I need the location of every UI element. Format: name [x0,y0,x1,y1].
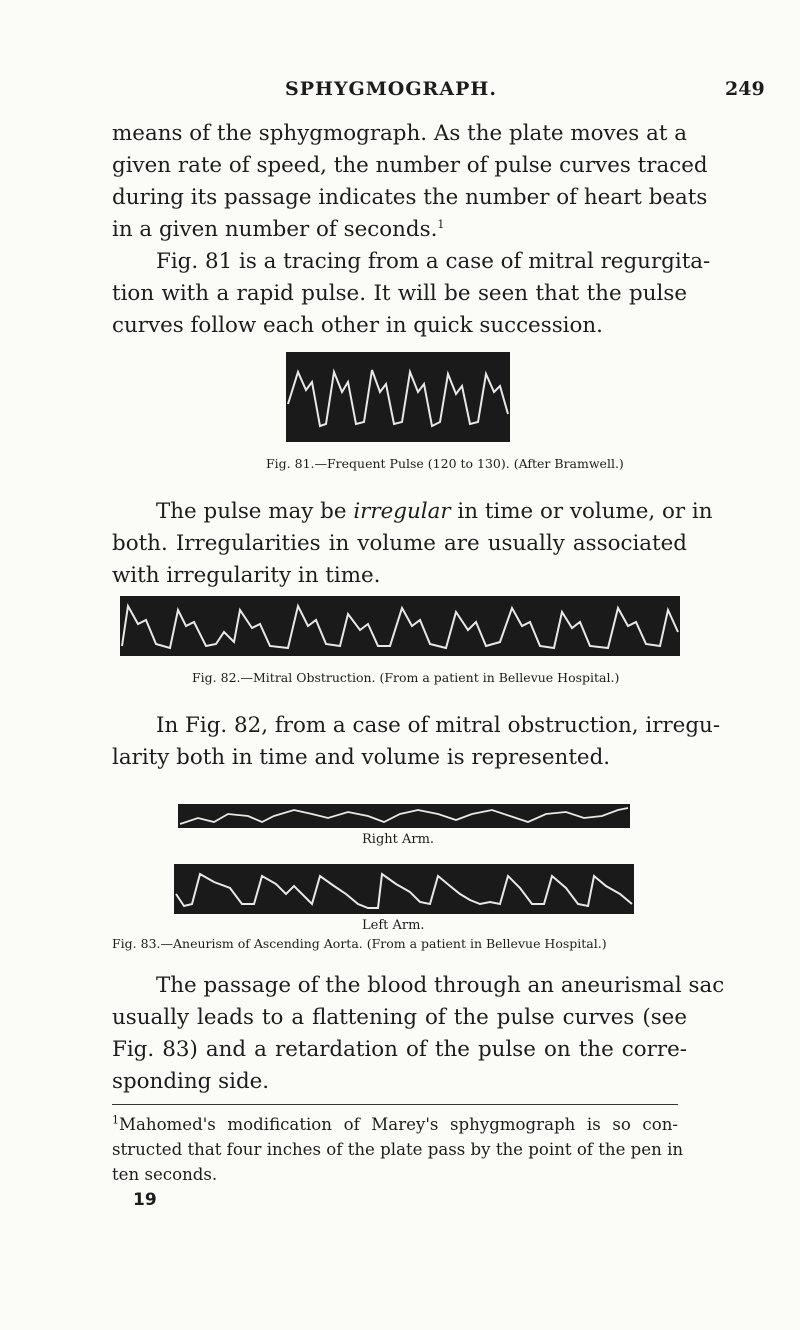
right-arm-label: Right Arm. [362,832,435,847]
signature-folio: 19 [133,1190,157,1210]
text-line: larity both in time and volume is represented. [112,745,611,770]
text-line: during its passage indicates the number of heart beats [112,185,708,210]
footnote-line: structed that four inches of the plate pass by the point of the pen in [112,1140,684,1159]
figure-81-caption: Fig. 81.—Frequent Pulse (120 to 130). (After Bramwell.) [266,456,624,471]
figure-82-tracing [120,596,680,656]
footnote-marker: 1 [112,1113,119,1127]
figure-83-caption: Fig. 83.—Aneurism of Ascending Aorta. (From a patient in Bellevue Hospital.) [112,936,607,951]
text-line: curves follow each other in quick succession. [112,313,603,338]
text-line: The pulse may be irregular in time or volume, or in [156,499,713,524]
pulse-tracing-irregular [120,596,680,656]
text-line: with irregularity in time. [112,563,381,588]
paragraph-2 [112,246,711,342]
pulse-tracing-right-arm [178,804,630,828]
page-header [0,78,800,108]
paragraph-5-continued [112,1002,687,1098]
text-line: Fig. 81 is a tracing from a case of mitral regurgita- [156,249,711,274]
figure-81-tracing [286,352,510,442]
text-line: in a given number of seconds.$^1$ [112,217,445,242]
paragraph-1 [112,118,708,246]
page-number: 249 [725,78,765,100]
text-line: usually leads to a flattening of the pulse curves (see [112,1005,687,1030]
pulse-tracing-frequent [286,352,510,442]
footnote-line: ten seconds. [112,1165,218,1184]
pulse-tracing-left-arm [174,864,634,914]
text-line: given rate of speed, the number of pulse curves traced [112,153,708,178]
footnote [112,1112,684,1187]
footnote-ref[interactable]: 1 [437,217,445,231]
text-line: tion with a rapid pulse. It will be seen that the pulse [112,281,687,306]
emphasis-irregular: irregular [353,499,451,524]
figure-83-right-arm-tracing [178,804,630,828]
paragraph-4 [112,710,721,774]
footnote-line: $^1$Mahomed's modification of Marey's sphygmograph is so con- [112,1113,678,1134]
left-arm-label: Left Arm. [362,918,425,933]
text-line: Fig. 83) and a retardation of the pulse on the corre- [112,1037,687,1062]
text-line: The passage of the blood through an aneurismal sac [156,973,725,998]
text-line: sponding side. [112,1069,270,1094]
text-line: both. Irregularities in volume are usually associated [112,531,687,556]
paragraph-5 [112,970,725,1002]
text-line: means of the sphygmograph. As the plate moves at a [112,121,687,146]
paragraph-3 [112,496,713,592]
text-line: In Fig. 82, from a case of mitral obstruction, irregu- [156,713,721,738]
figure-83-left-arm-tracing [174,864,634,914]
footnote-separator [112,1104,678,1105]
running-head: SPHYGMOGRAPH. [285,78,497,100]
figure-82-caption: Fig. 82.—Mitral Obstruction. (From a patient in Bellevue Hospital.) [192,670,620,685]
